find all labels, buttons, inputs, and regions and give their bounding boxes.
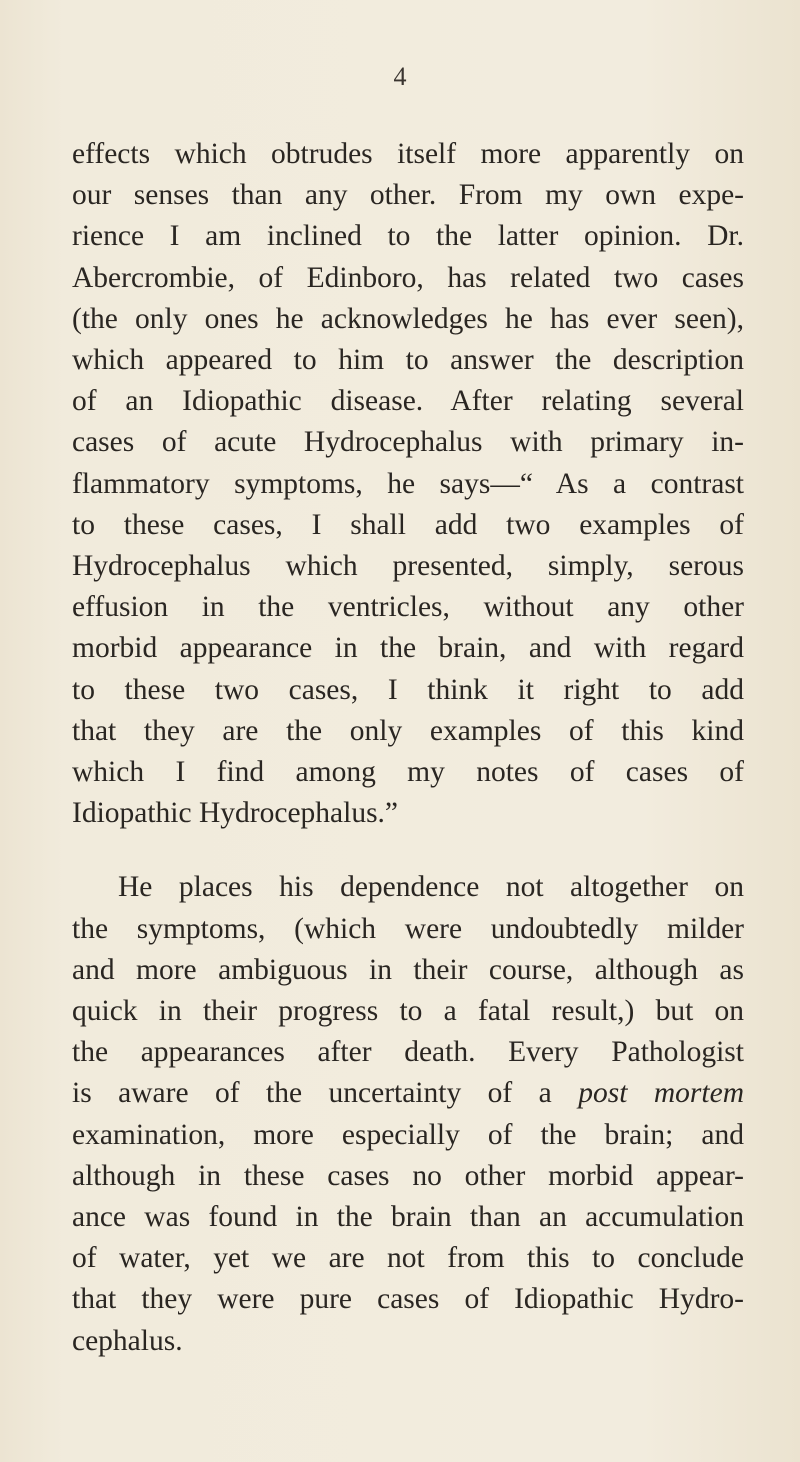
text-line: that they were pure cases of Idiopathic Hydro-: [72, 1283, 744, 1316]
text-line: rience I am inclined to the latter opinion. Dr.: [72, 220, 744, 253]
italic-phrase: post mortem: [578, 1077, 744, 1110]
page-number: 4: [393, 62, 407, 91]
text-line: the appearances after death. Every Pathologist: [72, 1036, 744, 1069]
paragraph-2: [72, 867, 744, 1361]
text-line: although in these cases no other morbid appear-: [72, 1159, 744, 1192]
text-line: morbid appearance in the brain, and with regard: [72, 632, 744, 665]
text-line: effusion in the ventricles, without any other: [72, 591, 744, 624]
text-line: which I find among my notes of cases of: [72, 756, 744, 789]
text-line: our senses than any other. From my own expe-: [72, 179, 744, 212]
text-line: cases of acute Hydrocephalus with primary in-: [72, 426, 744, 459]
text-line: which appeared to him to answer the description: [72, 344, 744, 377]
paragraph-1: [72, 134, 744, 834]
page-body: [72, 134, 744, 1362]
text-line: cephalus.: [72, 1324, 183, 1357]
text-line: quick in their progress to a fatal result,) but on: [72, 995, 744, 1028]
text-run: is aware of the uncertainty of a: [72, 1077, 552, 1110]
text-line: effects which obtrudes itself more apparently on: [72, 138, 744, 170]
text-line-with-italic: [72, 1073, 744, 1114]
text-line: to these cases, I shall add two examples of: [72, 508, 744, 541]
paragraph-gap: [72, 834, 744, 867]
text-line: (the only ones he acknowledges he has ever seen),: [72, 302, 744, 335]
text-line: that they are the only examples of this kind: [72, 714, 744, 747]
text-line: Abercrombie, of Edinboro, has related two cases: [72, 261, 744, 294]
text-line: and more ambiguous in their course, although as: [72, 953, 744, 986]
text-line: to these two cases, I think it right to add: [72, 673, 744, 706]
text-line: flammatory symptoms, he says—“ As a contrast: [72, 467, 744, 500]
text-line: examination, more especially of the brain; and: [72, 1118, 744, 1151]
text-line: ance was found in the brain than an accumulation: [72, 1201, 744, 1234]
text-line: He places his dependence not altogether on: [118, 871, 744, 904]
text-line: Idiopathic Hydrocephalus.”: [72, 797, 399, 830]
text-line: Hydrocephalus which presented, simply, serous: [72, 550, 744, 583]
text-line: of an Idiopathic disease. After relating several: [72, 385, 744, 418]
text-line: the symptoms, (which were undoubtedly milder: [72, 912, 744, 945]
text-line: of water, yet we are not from this to conclude: [72, 1242, 744, 1275]
